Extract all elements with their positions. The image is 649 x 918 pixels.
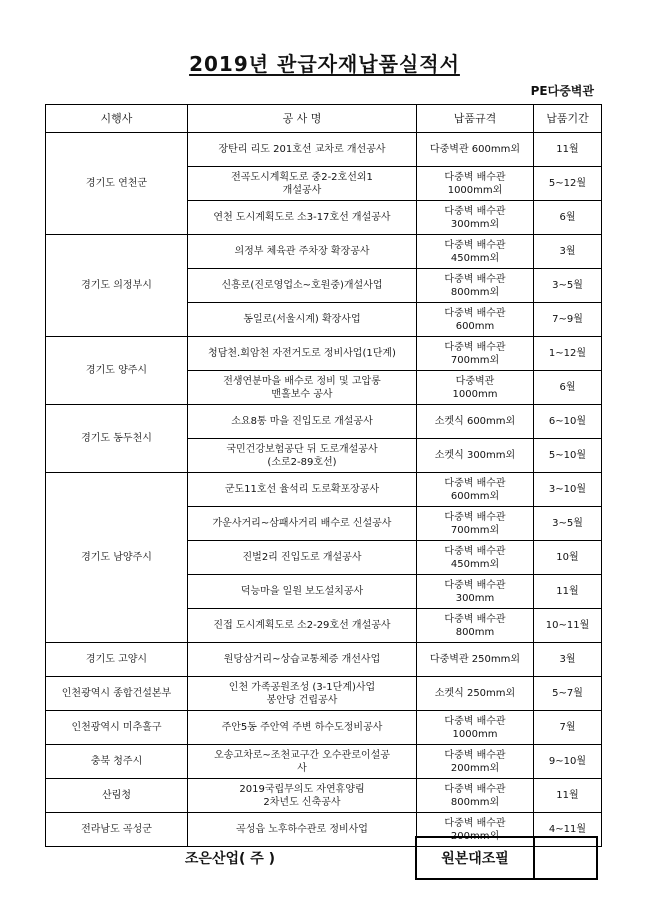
project-cell: 신흥로(진로영업소~호원중)개설사업: [188, 269, 417, 303]
agency-cell: 인천광역시 종합건설본부: [46, 677, 188, 711]
project-cell: 2019국립무의도 자연휴양림 2차년도 신축공사: [188, 779, 417, 813]
document-title: 2019년 관급자재납품실적서: [189, 52, 460, 76]
spec-cell: 다중벽 배수관 800mm외: [417, 269, 534, 303]
period-cell: 1~12월: [534, 337, 602, 371]
spec-cell: 다중벽 배수관 200mm외: [417, 813, 534, 847]
period-cell: 4~11월: [534, 813, 602, 847]
project-cell: 진벌2리 진입도로 개설공사: [188, 541, 417, 575]
table-row: [46, 473, 602, 507]
period-cell: 6~10월: [534, 405, 602, 439]
period-cell: 7~9월: [534, 303, 602, 337]
period-cell: 9~10월: [534, 745, 602, 779]
spec-cell: 다중벽관 250mm외: [417, 643, 534, 677]
period-cell: 5~10월: [534, 439, 602, 473]
spec-cell: 다중벽 배수관 200mm외: [417, 745, 534, 779]
header-period: 납품기간: [534, 105, 602, 133]
table-row: [46, 711, 602, 745]
spec-cell: 소켓식 250mm외: [417, 677, 534, 711]
project-cell: 군도11호선 율석리 도로확포장공사: [188, 473, 417, 507]
agency-cell: 경기도 남양주시: [46, 473, 188, 643]
period-cell: 3~5월: [534, 269, 602, 303]
agency-cell: 경기도 고양시: [46, 643, 188, 677]
product-subtitle: PE다중벽관: [530, 84, 594, 98]
table-row: [46, 337, 602, 371]
seal-cell: [535, 838, 596, 878]
period-cell: 5~12월: [534, 167, 602, 201]
project-cell: 오송고차로~조천교구간 오수관로이설공 사: [188, 745, 417, 779]
project-cell: 진접 도시계획도로 소2-29호선 개설공사: [188, 609, 417, 643]
spec-cell: 소켓식 600mm외: [417, 405, 534, 439]
spec-cell: 다중벽 배수관 800mm: [417, 609, 534, 643]
period-cell: 6월: [534, 371, 602, 405]
table-header-row: [46, 105, 602, 133]
spec-cell: 다중벽 배수관 1000mm: [417, 711, 534, 745]
table-row: [46, 405, 602, 439]
spec-cell: 다중벽 배수관 700mm외: [417, 337, 534, 371]
period-cell: 11월: [534, 779, 602, 813]
project-cell: 소요8통 마을 진입도로 개설공사: [188, 405, 417, 439]
period-cell: 11월: [534, 133, 602, 167]
project-cell: 의정부 체육관 주차장 확장공사: [188, 235, 417, 269]
period-cell: 10~11월: [534, 609, 602, 643]
spec-cell: 다중벽 배수관 450mm외: [417, 541, 534, 575]
original-copy-stamp: 원본대조필: [417, 838, 535, 878]
period-cell: 7월: [534, 711, 602, 745]
table-row: [46, 677, 602, 711]
project-cell: 전생연분마을 배수로 정비 및 고압롱 맨홀보수 공사: [188, 371, 417, 405]
table-row: [46, 235, 602, 269]
spec-cell: 다중벽 배수관 600mm외: [417, 473, 534, 507]
agency-cell: 경기도 양주시: [46, 337, 188, 405]
project-cell: 연천 도시계획도로 소3-17호선 개설공사: [188, 201, 417, 235]
project-cell: 청담천.회암천 자전거도로 정비사업(1단계): [188, 337, 417, 371]
project-cell: 인천 가족공원조성 (3-1단계)사업 봉안당 건립공사: [188, 677, 417, 711]
spec-cell: 다중벽관 600mm외: [417, 133, 534, 167]
agency-cell: 경기도 동두천시: [46, 405, 188, 473]
period-cell: 3월: [534, 643, 602, 677]
spec-cell: 소켓식 300mm외: [417, 439, 534, 473]
spec-cell: 다중벽 배수관 700mm외: [417, 507, 534, 541]
project-cell: 원당삼거리~상습교통체증 개선사업: [188, 643, 417, 677]
period-cell: 3~5월: [534, 507, 602, 541]
delivery-table: [45, 104, 602, 847]
table-row: [46, 745, 602, 779]
spec-cell: 다중벽 배수관 800mm외: [417, 779, 534, 813]
agency-cell: 산림청: [46, 779, 188, 813]
project-cell: 가운사거리~삼패사거리 배수로 신설공사: [188, 507, 417, 541]
spec-cell: 다중벽 배수관 1000mm외: [417, 167, 534, 201]
period-cell: 6월: [534, 201, 602, 235]
project-cell: 동일로(서울시계) 확장사업: [188, 303, 417, 337]
project-cell: 곡성읍 노후하수관로 정비사업: [188, 813, 417, 847]
period-cell: 10월: [534, 541, 602, 575]
spec-cell: 다중벽 배수관 300mm: [417, 575, 534, 609]
spec-cell: 다중벽관 1000mm: [417, 371, 534, 405]
agency-cell: 경기도 의정부시: [46, 235, 188, 337]
header-project: 공 사 명: [188, 105, 417, 133]
header-agency: 시행사: [46, 105, 188, 133]
agency-cell: 인천광역시 미추홀구: [46, 711, 188, 745]
agency-cell: 충북 청주시: [46, 745, 188, 779]
agency-cell: 경기도 연천군: [46, 133, 188, 235]
period-cell: 3월: [534, 235, 602, 269]
period-cell: 3~10월: [534, 473, 602, 507]
agency-cell: 전라남도 곡성군: [46, 813, 188, 847]
company-name: 조은산업( 주 ): [184, 851, 276, 867]
period-cell: 5~7월: [534, 677, 602, 711]
certification-box: [415, 836, 598, 880]
project-cell: 전곡도시계획도로 중2-2호선외1 개설공사: [188, 167, 417, 201]
header-spec: 납품규격: [417, 105, 534, 133]
project-cell: 주안5동 주안역 주변 하수도정비공사: [188, 711, 417, 745]
project-cell: 덕능마을 일원 보도설치공사: [188, 575, 417, 609]
project-cell: 장탄리 리도 201호선 교차로 개선공사: [188, 133, 417, 167]
project-cell: 국민건강보험공단 뒤 도로개설공사 (소로2-89호선): [188, 439, 417, 473]
period-cell: 11월: [534, 575, 602, 609]
table-row: [46, 643, 602, 677]
spec-cell: 다중벽 배수관 450mm외: [417, 235, 534, 269]
spec-cell: 다중벽 배수관 300mm외: [417, 201, 534, 235]
spec-cell: 다중벽 배수관 600mm: [417, 303, 534, 337]
table-row: [46, 779, 602, 813]
table-row: [46, 133, 602, 167]
